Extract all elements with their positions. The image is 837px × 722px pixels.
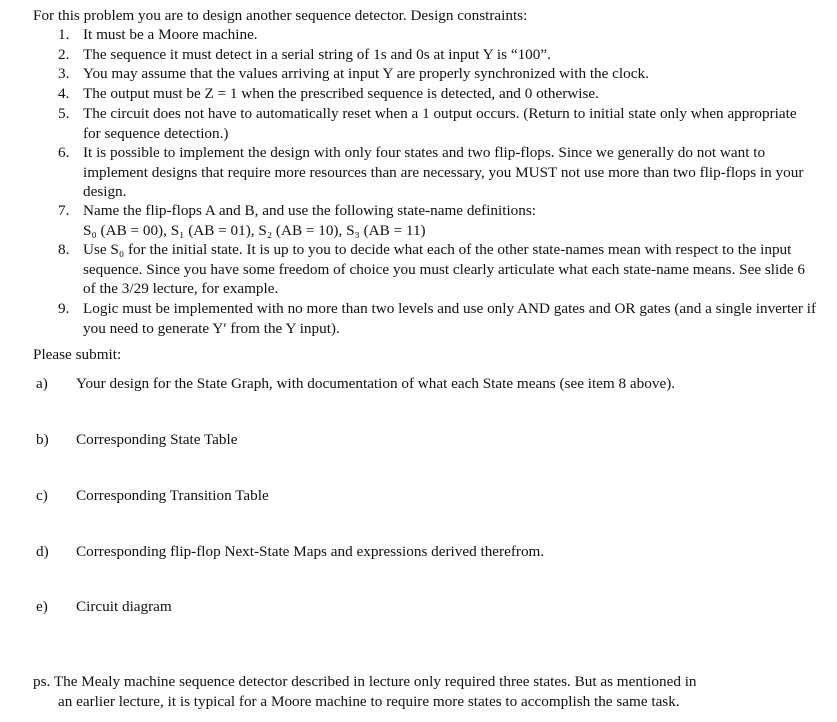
constraint-text: Use S₀ for the initial state. It is up to you to decide what each of the other state-names mean with respect to the input sequence. Since you have some freedom of choice you must clearly articulate what each state-name means. See slide 6 of the 3/29 lecture, for example. [83, 241, 805, 298]
submission-text: Your design for the State Graph, with documentation of what each State means (see item 8 above). [76, 375, 676, 392]
constraint-item-3 [58, 64, 818, 84]
constraint-item-4 [58, 84, 818, 104]
constraint-item-2 [58, 45, 818, 65]
constraint-number: 3. [58, 65, 70, 82]
submission-text: Corresponding flip-flop Next-State Maps and expressions derived therefrom. [76, 543, 545, 560]
constraint-number: 7. [58, 202, 70, 219]
submission-text: Circuit diagram [76, 598, 172, 615]
constraint-number: 6. [58, 144, 70, 161]
constraint-number: 4. [58, 85, 70, 102]
please-submit-heading: Please submit: [33, 346, 122, 363]
constraint-text: The circuit does not have to automatically reset when a 1 output occurs. (Return to initial state only when appropriate for sequence detection.) [83, 105, 797, 142]
constraint-number: 1. [58, 26, 70, 43]
submission-item-c [36, 486, 269, 506]
submission-item-e [36, 597, 172, 617]
submission-item-a [36, 374, 675, 394]
constraint-text: It is possible to implement the design with only four states and two flip-flops. Since we generally do not want to implement designs that require more resources than are necessary, you MUST not use more than two flip-flops in your design. [83, 144, 804, 201]
constraint-text: Name the flip-flops A and B, and use the following state-name definitions: S₀ (AB = 00), S₁ (AB = 01), S₂ (AB = 10), S₃ (AB = 11) [83, 202, 536, 239]
constraint-number: 2. [58, 46, 70, 63]
postscript-line-2: an earlier lecture, it is typical for a Moore machine to require more states to accomplish the same task. [58, 692, 680, 710]
constraint-number: 9. [58, 300, 70, 317]
constraint-number: 8. [58, 241, 70, 258]
constraint-item-9 [58, 299, 818, 338]
submission-letter: d) [36, 543, 49, 560]
constraint-text: You may assume that the values arriving at input Y are properly synchronized with the clock. [83, 65, 649, 82]
submission-text: Corresponding State Table [76, 431, 238, 448]
constraint-item-6 [58, 143, 818, 202]
postscript-note [33, 672, 813, 711]
constraint-text: The output must be Z = 1 when the prescribed sequence is detected, and 0 otherwise. [83, 85, 599, 102]
submission-letter: a) [36, 375, 48, 392]
submission-text: Corresponding Transition Table [76, 487, 269, 504]
constraint-text: The sequence it must detect in a serial string of 1s and 0s at input Y is “100”. [83, 46, 551, 63]
submission-letter: e) [36, 598, 48, 615]
constraint-text: It must be a Moore machine. [83, 26, 258, 43]
constraint-item-8 [58, 240, 818, 299]
constraint-text: Logic must be implemented with no more than two levels and use only AND gates and OR gates (and a single inverter if you need to generate Y′ from the Y input). [83, 300, 817, 337]
constraint-item-7 [58, 201, 818, 240]
postscript-line-1: ps. The Mealy machine sequence detector described in lecture only required three states. But as mentioned in [33, 673, 697, 690]
intro-text: For this problem you are to design another sequence detector. Design constraints: [33, 7, 528, 24]
submission-item-d [36, 542, 544, 562]
submission-letter: c) [36, 487, 48, 504]
constraint-number: 5. [58, 105, 70, 122]
constraint-item-5 [58, 104, 818, 143]
submission-letter: b) [36, 431, 49, 448]
constraint-item-1 [58, 25, 818, 45]
submission-item-b [36, 430, 237, 450]
